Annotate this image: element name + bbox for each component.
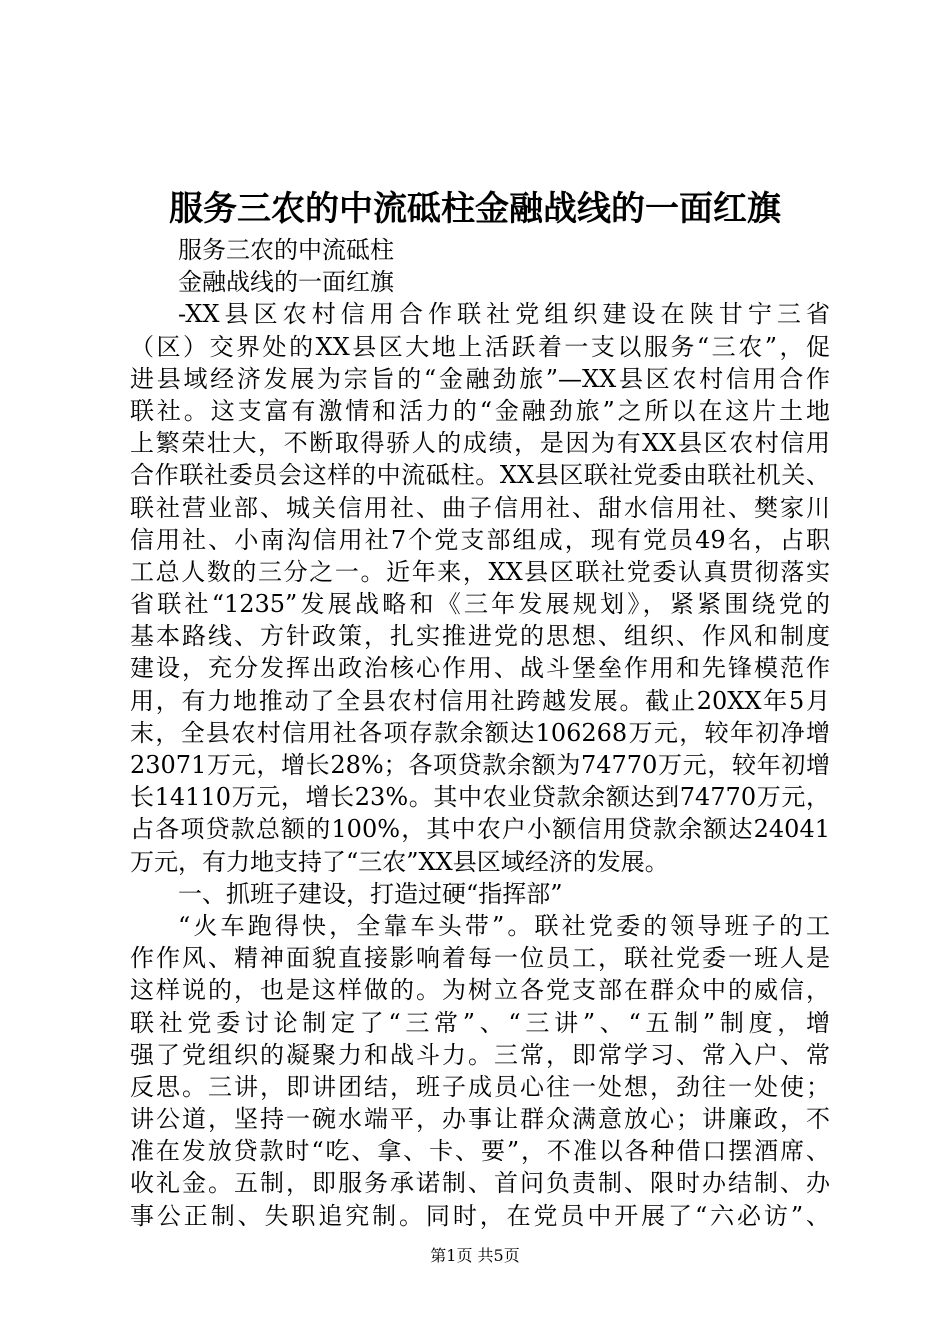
paragraph-line: “火车跑得快，全靠车头带”。联社党委的领导班子的工	[178, 911, 830, 940]
paragraph-line: 占各项贷款总额的100%，其中农户小额信用贷款余额达24041	[130, 815, 830, 844]
document-body	[130, 234, 830, 1232]
paragraph-line: 联社营业部、城关信用社、曲子信用社、甜水信用社、樊家川	[130, 493, 830, 522]
paragraph-line: 反思。三讲，即讲团结，班子成员心往一处想，劲往一处使；	[130, 1072, 830, 1101]
paragraph-line: 用，有力地推动了全县农村信用社跨越发展。截止20XX年5月	[130, 686, 830, 715]
paragraph-line: 收礼金。五制，即服务承诺制、首问负责制、限时办结制、办	[130, 1169, 830, 1198]
subtitle-line: 服务三农的中流砥柱	[178, 236, 394, 264]
paragraph-line: （区）交界处的XX县区大地上活跃着一支以服务“三农”，促	[130, 332, 830, 361]
paragraph-line: 作作风、精神面貌直接影响着每一位员工，联社党委一班人是	[130, 944, 830, 973]
paragraph-line: 23071万元，增长28%；各项贷款余额为74770万元，较年初增	[130, 751, 830, 779]
paragraph-line: 信用社、小南沟信用社7个党支部组成，现有党员49名，占职	[130, 525, 830, 554]
document-title: 服务三农的中流砥柱金融战线的一面红旗	[169, 189, 781, 229]
paragraph-line: 讲公道，坚持一碗水端平，办事让群众满意放心；讲廉政，不	[130, 1105, 830, 1134]
page-number-footer: 第1页 共5页	[430, 1246, 520, 1265]
paragraph-line: 省联社“1235”发展战略和《三年发展规划》，紧紧围绕党的	[130, 590, 830, 619]
paragraph-line: 联社党委讨论制定了“三常”、“三讲”、“五制”制度，增	[130, 1008, 830, 1037]
paragraph-line: -XX县区农村信用合作联社党组织建设在陕甘宁三省	[178, 300, 830, 329]
paragraph-line: 这样说的，也是这样做的。为树立各党支部在群众中的威信，	[130, 976, 830, 1005]
section-heading: 一、抓班子建设，打造过硬“指挥部”	[178, 879, 563, 908]
paragraph-line: 准在发放贷款时“吃、拿、卡、要”，不准以各种借口摆酒席、	[130, 1137, 830, 1166]
paragraph-line: 强了党组织的凝聚力和战斗力。三常，即常学习、常入户、常	[130, 1040, 830, 1069]
paragraph-line: 万元，有力地支持了“三农”XX县区域经济的发展。	[130, 847, 669, 876]
paragraph-line: 联社。这支富有激情和活力的“金融劲旅”之所以在这片土地	[130, 396, 830, 425]
paragraph-line: 建设，充分发挥出政治核心作用、战斗堡垒作用和先锋模范作	[130, 654, 830, 683]
paragraph-line: 合作联社委员会这样的中流砥柱。XX县区联社党委由联社机关、	[130, 461, 830, 490]
paragraph-line: 工总人数的三分之一。近年来，XX县区联社党委认真贯彻落实	[130, 557, 830, 586]
subtitle-line: 金融战线的一面红旗	[178, 268, 394, 297]
paragraph-line: 基本路线、方针政策，扎实推进党的思想、组织、作风和制度	[130, 622, 830, 651]
paragraph-line: 上繁荣壮大，不断取得骄人的成绩，是因为有XX县区农村信用	[130, 429, 830, 458]
paragraph-line: 末，全县农村信用社各项存款余额达106268万元，较年初净增	[130, 718, 830, 747]
paragraph-line: 事公正制、失职追究制。同时，在党员中开展了“六必访”、	[130, 1201, 830, 1230]
paragraph-line: 长14110万元，增长23%。其中农业贷款余额达到74770万元，	[130, 783, 830, 812]
paragraph-line: 进县域经济发展为宗旨的“金融劲旅”—XX县区农村信用合作	[130, 364, 830, 393]
